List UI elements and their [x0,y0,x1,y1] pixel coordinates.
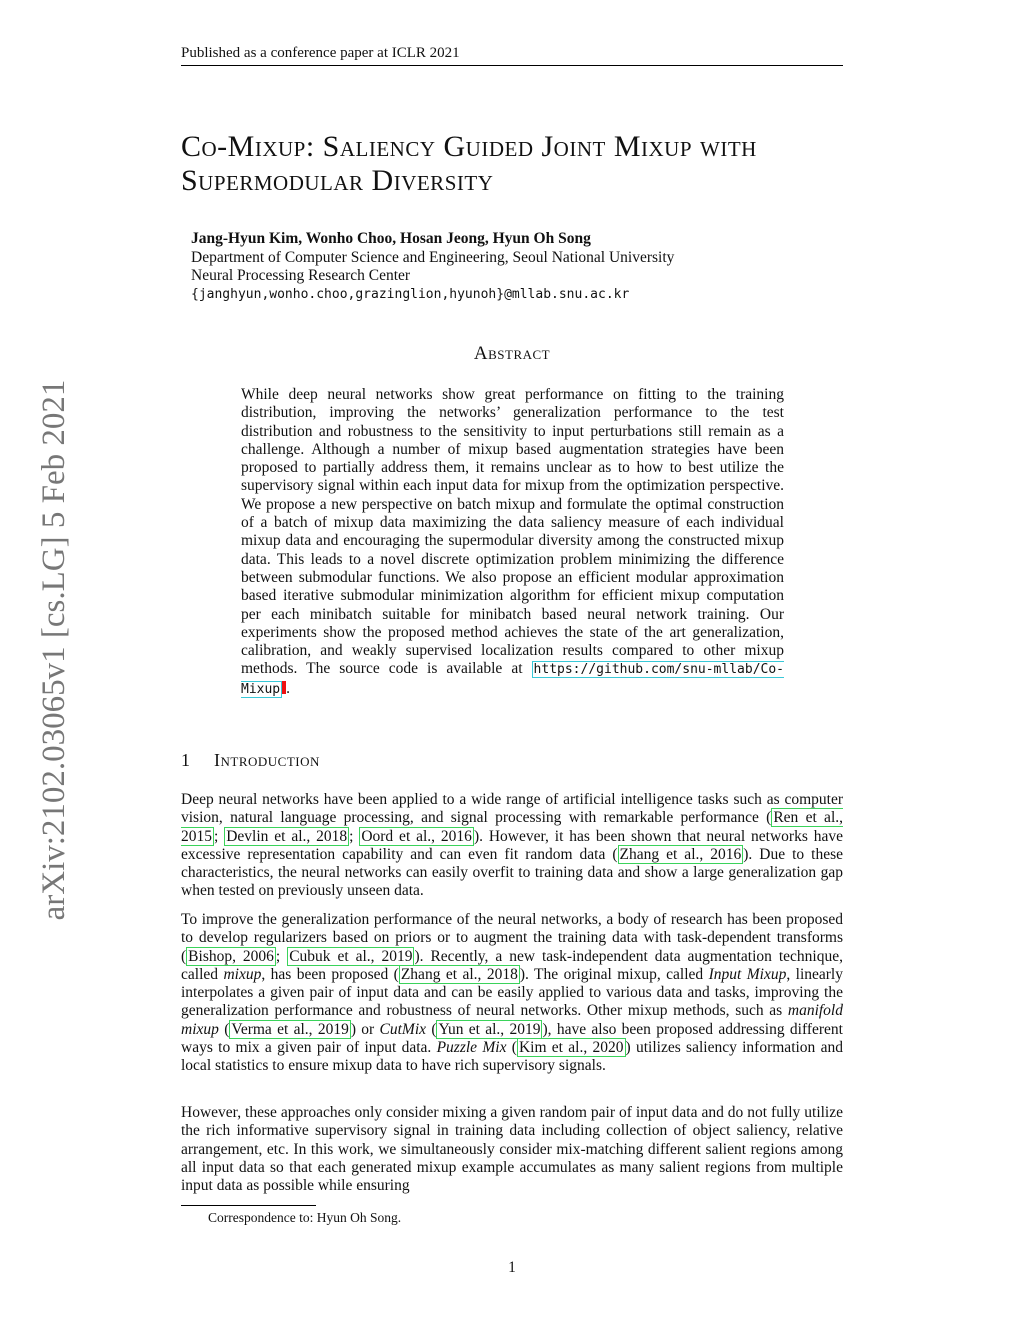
section-title: Introduction [214,750,320,770]
text-span: ), have also been proposed addressing different ways to mix a given pair of input data. [181,1020,843,1057]
intro-paragraph-3: However, these approaches only consider mixing a given random pair of input data and do not fully utilize the rich informative supervisory signal in training data including collection of object saliency, relative arrangement, etc. In this work, we simultaneously consider mix-matching different salient regions among all input data so that each generated mixup example accumulates as many salient regions from multiple input data as possible while ensuring [181,1104,843,1195]
page-number: 1 [508,1259,516,1276]
emphasis: CutMix [379,1020,427,1038]
citation-link[interactable]: Kim et al., 2020 [518,1039,624,1057]
emphasis: manifold mixup [181,1002,843,1038]
running-header: Published as a conference paper at ICLR 2021 [181,44,843,66]
intro-paragraph-1 [181,791,843,901]
text-span: ). Due to these characteristics, the neural networks can easily overfit to training data and show a large generalization gap when tested on previously unseen data. [181,845,844,900]
footnote: Correspondence to: Hyun Oh Song. [208,1210,402,1225]
text-span: ). Recently, a new task-independent data augmentation technique, called [181,947,843,983]
citation-link[interactable]: Bishop, 2006 [188,947,274,965]
citation-link[interactable]: Devlin et al., 2018 [226,827,348,845]
text-span: ; [214,827,225,845]
text-span: ( [426,1020,437,1038]
footnote-rule [181,1205,316,1206]
intro-paragraph-2 [181,911,843,1076]
citation-link[interactable]: Ren et al., 2015 [181,809,843,845]
citation-link[interactable]: Zhang et al., 2016 [619,845,742,863]
arxiv-stamp: arXiv:2102.03065v1 [cs.LG] 5 Feb 2021 [36,379,72,921]
author-names: Jang-Hyun Kim, Wonho Choo, Hosan Jeong, Hyun Oh Song [191,230,591,247]
emphasis: Puzzle Mix [436,1039,507,1057]
author-affiliation: Department of Computer Science and Engineering, Seoul National University [191,248,675,266]
text-span: , linearly interpolates a given pair of input data and can be easily applied to various data and tasks, improving the generalization performance and robustness of neural networks. Other mixup methods, such as [181,965,843,1020]
text-span: ) or [350,1020,380,1038]
text-span: To improve the generalization performance of the neural networks, a body of research has been proposed to develop regularizers based on priors or to augment the training data with task-dependent transforms ( [181,911,843,965]
title-line-2: Supermodular Diversity [181,164,494,197]
citation-link[interactable]: Yun et al., 2019 [438,1020,541,1038]
text-span: ( [506,1039,517,1057]
abstract-text [241,386,784,699]
paper-title [181,130,861,198]
github-link[interactable]: https://github.com/snu-mllab/Co-Mixup [241,662,784,697]
section-heading [181,750,843,771]
text-span: ). The original mixup, called [519,965,709,983]
text-span: ; [275,947,288,965]
section-number: 1 [181,750,191,770]
emphasis: mixup [223,965,262,983]
text-span: ). However, it has been shown that neural networks have excessive representation capability and can even fit random data ( [181,827,843,863]
author-block [191,230,831,304]
author-emails: {janghyun,wonho.choo,grazinglion,hyunoh}@mllab.snu.ac.kr [191,286,630,302]
text-span: ; [349,827,360,845]
text-span: ( [218,1020,230,1038]
citation-link[interactable]: Oord et al., 2016 [361,827,472,845]
abstract-end: . [286,679,291,697]
author-center: Neural Processing Research Center [191,267,411,284]
text-span: Deep neural networks have been applied to a wide range of artificial intelligence tasks such as computer vision, natural language processing, and signal processing with remarkable performance ( [181,791,843,827]
abstract-body: While deep neural networks show great performance on fitting to the training distribution, improving the networks’ generalization performance to the test distribution and robustness to the sensitivity to input perturbations still remain as a challenge. Although a number of mixup based augmentation strategies have been proposed to partially address them, it remains unclear as to how to best utilize the supervisory signal within each input data for mixup from the optimization perspective. We propose a new perspective on batch mixup and formulate the optimal construction of a batch of mixup data maximizing the data saliency measure of each individual mixup data and encouraging the supermodular diversity among the constructed mixup data. This leads to a novel discrete optimization problem minimizing the difference between submodular functions. We also propose an efficient modular approximation based iterative submodular minimization algorithm for efficient mixup computation per each minibatch suitable for minibatch based neural network training. Our experiments show the proposed method achieves the state of the art generalization, calibration, and weakly supervised localization results compared to other mixup methods. The source code is available at [241,386,784,678]
text-span: ) utilizes saliency information and local statistics to ensure mixup data to have rich supervisory signals. [181,1039,843,1075]
text-span: , has been proposed ( [261,965,399,983]
emphasis: Input Mixup [708,965,787,983]
citation-link[interactable]: Cubuk et al., 2019 [289,947,413,965]
title-line-1: Co-Mixup: Saliency Guided Joint Mixup with [181,130,757,163]
citation-link[interactable]: Zhang et al., 2018 [400,965,518,983]
abstract-heading: Abstract [473,343,551,364]
citation-link[interactable]: Verma et al., 2019 [231,1020,349,1038]
